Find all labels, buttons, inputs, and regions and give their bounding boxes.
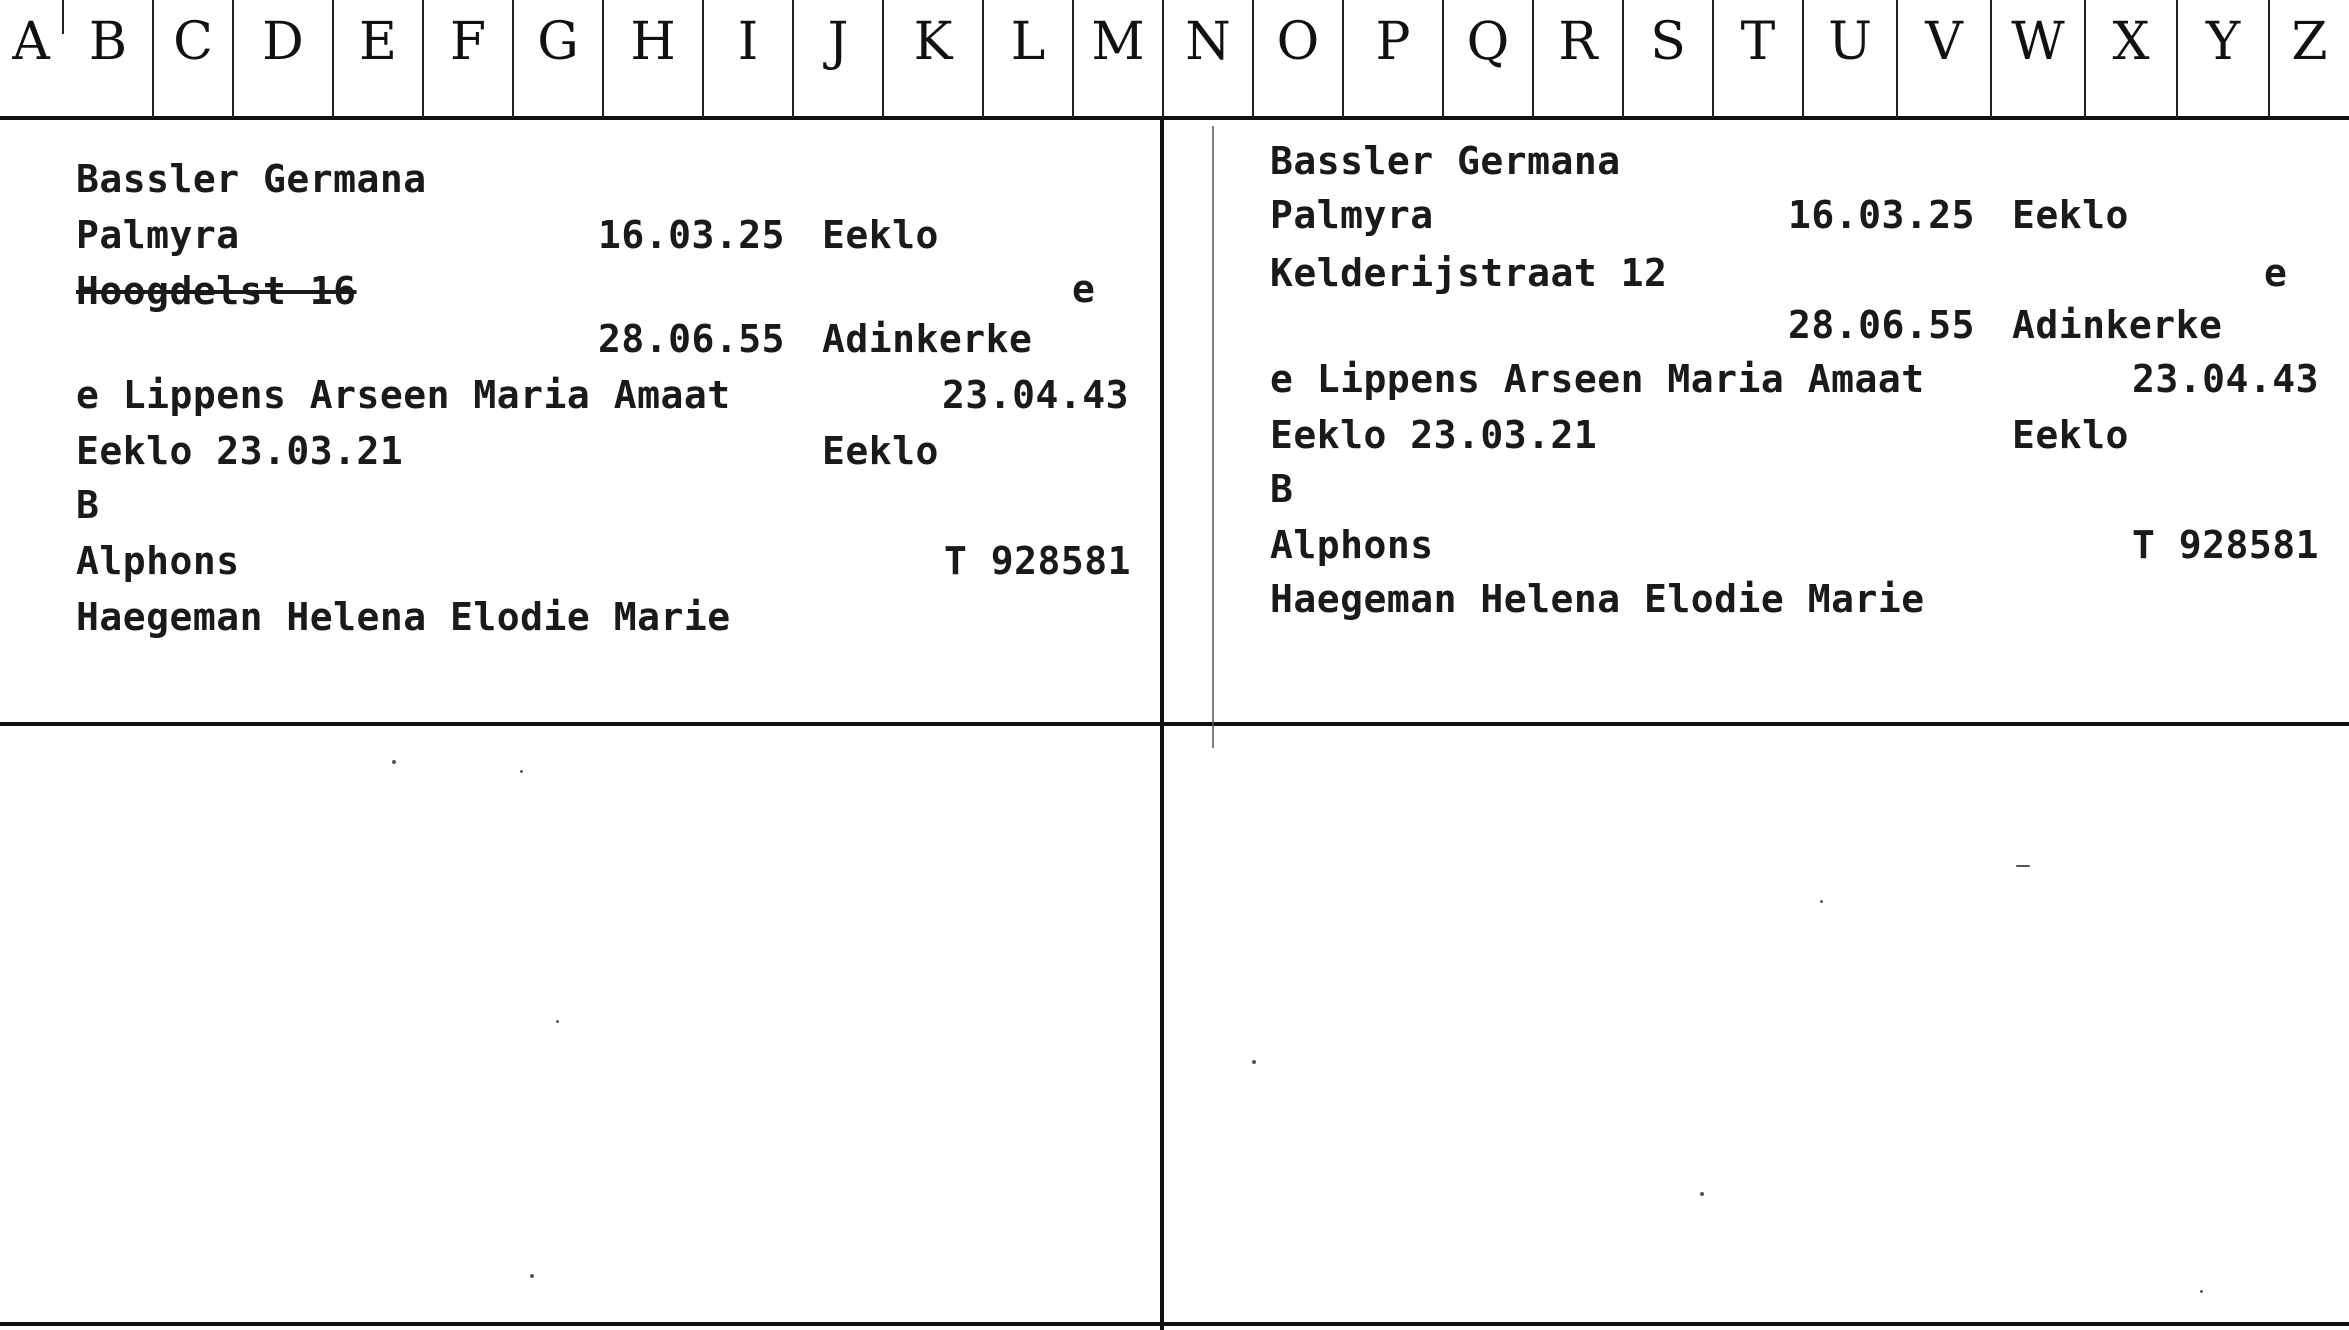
alphabet-letter: X <box>2112 12 2150 72</box>
alphabet-letter: Z <box>2291 12 2328 72</box>
current-address: Kelderijstraat 12 <box>1270 251 1668 295</box>
code-letter: B <box>76 483 100 527</box>
surname-line: Bassler Germana <box>1270 139 1621 183</box>
address-marker: e <box>2264 251 2288 295</box>
alphabet-letter: W <box>2011 12 2065 72</box>
spouse-date: 23.04.43 <box>2132 357 2320 401</box>
scan-speck <box>1820 900 1823 903</box>
alphabet-letter: N <box>1185 12 1231 72</box>
card-bottom-border <box>0 1322 2349 1326</box>
spouse-date: 23.04.43 <box>942 373 1130 417</box>
mother-name: Haegeman Helena Elodie Marie <box>76 595 731 639</box>
second-date: 28.06.55 <box>1788 303 1976 347</box>
reference-number: T 928581 <box>2132 523 2320 567</box>
alphabet-letter: F <box>449 12 487 72</box>
alphabet-letter: Q <box>1466 12 1510 72</box>
reference-number: T 928581 <box>944 539 1132 583</box>
alphabet-letter: B <box>88 12 128 72</box>
alphabet-letter: O <box>1276 12 1320 72</box>
code-letter: B <box>1270 467 1294 511</box>
left-index-card <box>0 120 1160 726</box>
second-date: 28.06.55 <box>598 317 786 361</box>
alphabet-letter: H <box>630 12 676 72</box>
alphabet-letter: J <box>827 12 849 72</box>
birth-place: Eeklo <box>2012 193 2129 237</box>
alphabet-letter: A <box>12 12 50 72</box>
alphabet-letter: P <box>1375 12 1411 72</box>
father-name: Alphons <box>76 539 240 583</box>
first-name: Palmyra <box>76 213 240 257</box>
alphabet-letter: E <box>359 12 397 72</box>
scan-speck <box>1252 1060 1256 1064</box>
alphabet-letter: S <box>1650 12 1686 72</box>
spouse-birth: Eeklo 23.03.21 <box>76 429 404 473</box>
father-name: Alphons <box>1270 523 1434 567</box>
scan-speck <box>556 1020 559 1023</box>
old-address-struck: Hoogdelst 16 <box>76 269 357 313</box>
scan-speck <box>1700 1192 1704 1196</box>
birth-date: 16.03.25 <box>1788 193 1976 237</box>
alphabet-letter: R <box>1558 12 1598 72</box>
surname-line: Bassler Germana <box>76 157 427 201</box>
alphabet-letter: L <box>1010 12 1046 72</box>
alphabet-letter: D <box>262 12 304 72</box>
alphabet-letter: M <box>1091 12 1145 72</box>
second-place: Adinkerke <box>2012 303 2223 347</box>
first-name: Palmyra <box>1270 193 1434 237</box>
spouse-line: e Lippens Arseen Maria Amaat <box>1270 357 1925 401</box>
alphabet-letter: Y <box>2205 12 2241 72</box>
scan-speck <box>520 770 523 773</box>
scan-speck <box>530 1274 534 1278</box>
address-marker: e <box>1072 267 1096 311</box>
birth-date: 16.03.25 <box>598 213 786 257</box>
alphabet-letter: G <box>537 12 579 72</box>
scan-speck <box>2016 865 2030 867</box>
alphabet-index-bar <box>0 0 2349 120</box>
mother-name: Haegeman Helena Elodie Marie <box>1270 577 1925 621</box>
alphabet-letter: I <box>737 12 759 72</box>
spouse-birth: Eeklo 23.03.21 <box>1270 413 1598 457</box>
right-index-card <box>1164 120 2349 726</box>
spouse-line: e Lippens Arseen Maria Amaat <box>76 373 731 417</box>
spouse-place: Eeklo <box>2012 413 2129 457</box>
spouse-place: Eeklo <box>822 429 939 473</box>
alphabet-letter: V <box>1925 12 1963 72</box>
scan-speck <box>2200 1290 2203 1293</box>
second-place: Adinkerke <box>822 317 1033 361</box>
scan-speck <box>392 760 396 764</box>
alphabet-letter: U <box>1828 12 1872 72</box>
birth-place: Eeklo <box>822 213 939 257</box>
alphabet-letter: K <box>913 12 953 72</box>
alphabet-letter: T <box>1740 12 1776 72</box>
alphabet-letter: C <box>173 12 213 72</box>
